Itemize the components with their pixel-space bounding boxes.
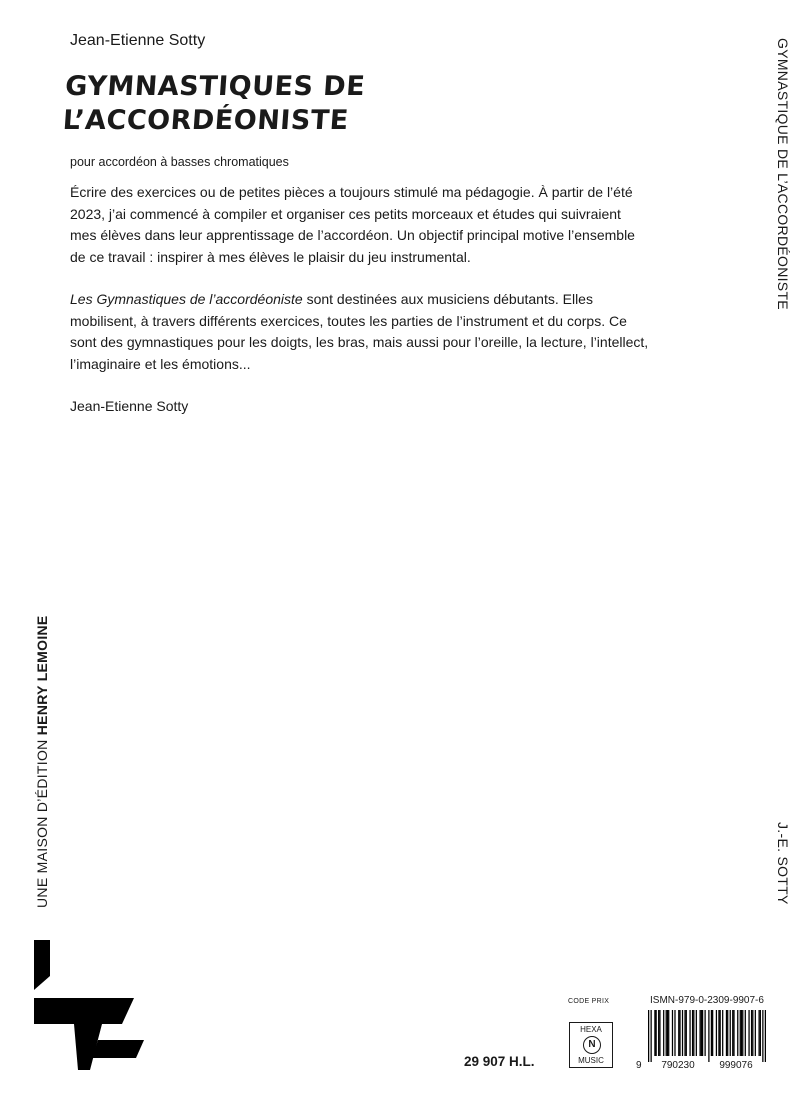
hexa-badge-bottom: MUSIC	[578, 1056, 604, 1065]
barcode-bar	[684, 1010, 685, 1056]
barcode-bar	[720, 1010, 721, 1056]
description-paragraph-2-text: sont destinées aux musiciens débutants. Elles mobilisent, à travers différents exercices, toutes les parties de l’instrument et du corps. Ce sont des gymnastiques pour les doigts, les bras, mais aussi pour l’oreille, la lecture, l’intellect, l’imaginaire et les émotions...	[70, 291, 649, 372]
barcode-bar	[722, 1010, 723, 1056]
barcode-digits-right: 999076	[719, 1060, 753, 1071]
barcode-bar	[696, 1010, 697, 1056]
barcode	[648, 1010, 766, 1062]
barcode-bar	[716, 1010, 717, 1056]
barcode-bar	[760, 1010, 761, 1056]
barcode-digits	[636, 1060, 770, 1071]
signature: Jean-Etienne Sotty	[70, 398, 189, 414]
barcode-bar	[654, 1010, 655, 1056]
barcode-bar	[708, 1010, 709, 1062]
barcode-bar	[727, 1010, 728, 1056]
barcode-bar	[701, 1010, 702, 1056]
barcode-digit-first: 9	[636, 1060, 642, 1071]
barcode-bar	[678, 1010, 679, 1056]
price-code: 29 907 H.L.	[464, 1054, 535, 1069]
barcode-bar	[742, 1010, 743, 1056]
barcode-bar	[656, 1010, 657, 1056]
barcode-digits-left: 790230	[661, 1060, 695, 1071]
barcode-bar	[682, 1010, 683, 1056]
barcode-bar	[668, 1010, 669, 1056]
barcode-bar	[741, 1010, 742, 1056]
barcode-bar	[737, 1010, 738, 1056]
barcode-bar	[648, 1010, 649, 1062]
book-title-line-2: L’ACCORDÉONISTE	[61, 105, 350, 136]
publisher-credit	[34, 600, 54, 908]
description-paragraph-1: Écrire des exercices ou de petites pièces a toujours stimulé ma pédagogie. À partir de l’été 2023, j’ai commencé à compiler et organiser ces petits morceaux et études qui suivraient mes élèves dans leur apprentissage de l’accordéon. Un objectif principal motive l’ensemble de ce travail : inspirer à mes élèves le plaisir du jeu instrumental.	[70, 184, 635, 265]
ismn-number: ISMN-979-0-2309-9907-6	[650, 995, 764, 1006]
book-title	[62, 70, 367, 138]
hexa-music-badge	[569, 1022, 613, 1068]
publisher-logo	[34, 940, 144, 1070]
barcode-bar	[758, 1010, 759, 1056]
barcode-bar	[689, 1010, 690, 1056]
barcode-bar	[672, 1010, 673, 1056]
spine-author: J.-E. SOTTY	[775, 822, 791, 905]
book-subtitle: pour accordéon à basses chromatiques	[70, 155, 289, 169]
barcode-bar	[686, 1010, 687, 1056]
publisher-name: HENRY LEMOINE	[34, 615, 50, 736]
barcode-bar	[699, 1010, 700, 1056]
barcode-bar	[693, 1010, 694, 1056]
barcode-bar	[730, 1010, 731, 1056]
barcode-bar	[751, 1010, 752, 1056]
barcode-bar	[762, 1010, 763, 1062]
barcode-bar	[748, 1010, 749, 1056]
barcode-bar	[712, 1010, 713, 1056]
spine-title: GYMNASTIQUE DE L’ACCORDÉONISTE	[775, 38, 791, 310]
description-paragraph-2	[70, 289, 650, 375]
barcode-bar	[659, 1010, 660, 1056]
description	[70, 182, 650, 439]
barcode-bar	[732, 1010, 733, 1056]
barcode-bar	[666, 1010, 667, 1056]
barcode-bar	[765, 1010, 766, 1062]
barcode-bar	[702, 1010, 703, 1056]
barcode-bar	[667, 1010, 668, 1056]
author-name: Jean-Etienne Sotty	[70, 32, 206, 49]
italic-book-title: Les Gymnastiques de l’accordéoniste	[70, 291, 303, 307]
publisher-prefix: UNE MAISON D’ÉDITION	[34, 735, 50, 908]
barcode-bar	[651, 1010, 652, 1062]
barcode-bar	[733, 1010, 734, 1056]
barcode-bar	[755, 1010, 756, 1056]
barcode-bar	[658, 1010, 659, 1056]
barcode-bar	[679, 1010, 680, 1056]
hexa-badge-top: HEXA	[580, 1025, 602, 1034]
barcode-bar	[663, 1010, 664, 1056]
hexa-badge-circle: N	[583, 1036, 601, 1054]
barcode-bar	[692, 1010, 693, 1056]
barcode-bar	[718, 1010, 719, 1056]
barcode-bar	[740, 1010, 741, 1056]
barcode-bar	[674, 1010, 675, 1056]
code-prix-label: CODE PRIX	[568, 998, 610, 1005]
book-title-line-1: GYMNASTIQUES DE	[64, 71, 367, 102]
barcode-bar	[745, 1010, 746, 1056]
barcode-bar	[726, 1010, 727, 1056]
barcode-bar	[752, 1010, 753, 1056]
barcode-bar	[711, 1010, 712, 1056]
barcode-bar	[704, 1010, 705, 1056]
